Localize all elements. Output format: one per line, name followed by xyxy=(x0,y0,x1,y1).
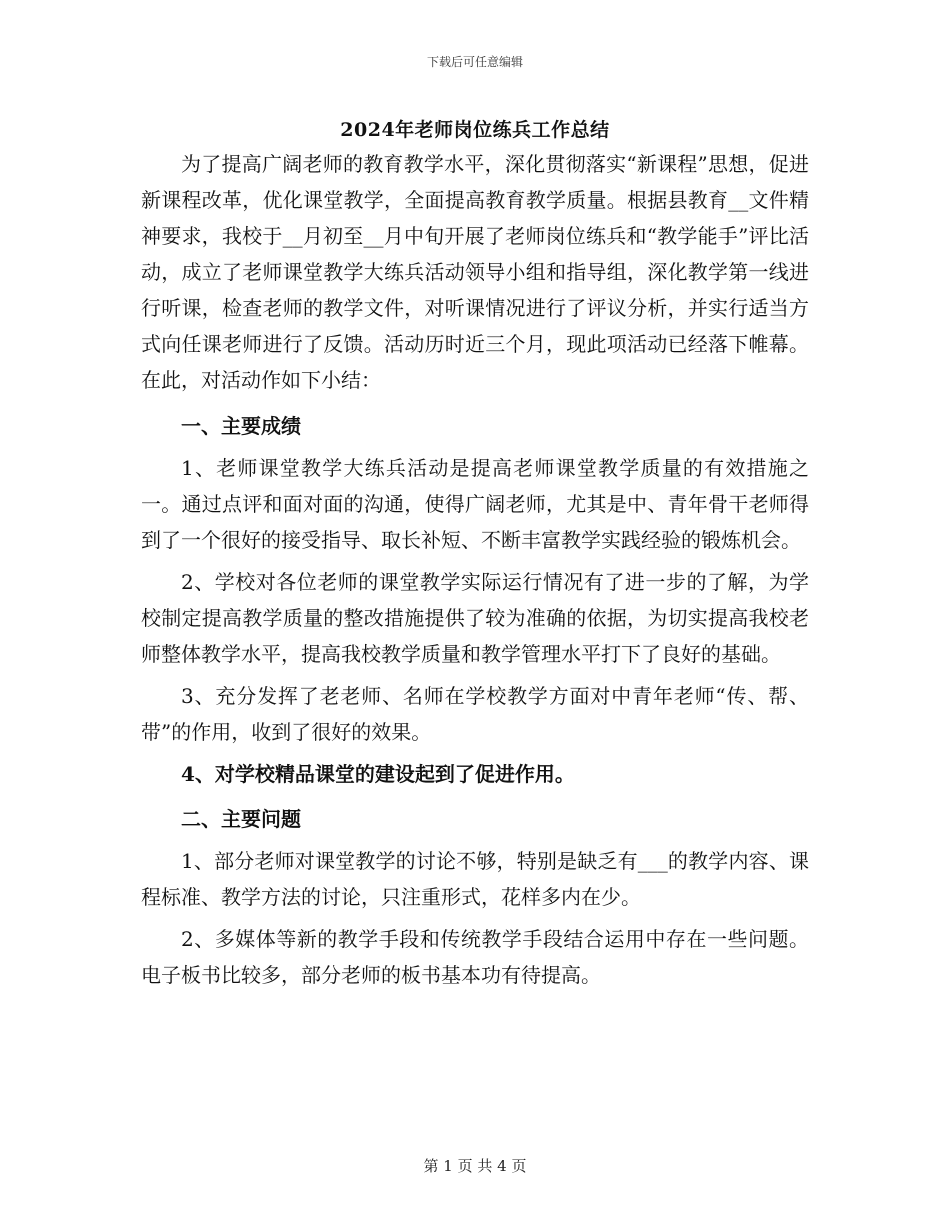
achievement-item-1: 1、老师课堂教学大练兵活动是提高老师课堂教学质量的有效措施之一。通过点评和面对面的沟通，使得广阔老师，尤其是中、青年骨干老师得到了一个很好的接受指导、取长补短、不断丰富教学实践经验的锻炼机会。 xyxy=(141,456,809,552)
achievement-item-3: 3、充分发挥了老老师、名师在学校教学方面对中青年老师“传、帮、带”的作用，收到了很好的效果。 xyxy=(141,684,809,744)
problem-item-1: 1、部分老师对课堂教学的讨论不够，特别是缺乏有___的教学内容、课程标准、教学方法的讨论，只注重形式，花样多内在少。 xyxy=(141,849,809,909)
achievement-item-2: 2、学校对各位老师的课堂教学实际运行情况有了进一步的了解，为学校制定提高教学质量的整改措施提供了较为准确的依据，为切实提高我校老师整体教学水平，提高我校教学质量和教学管理水平打下了良好的基础。 xyxy=(141,570,809,666)
document-title: 2024年老师岗位练兵工作总结 xyxy=(340,119,610,141)
achievement-item-4: 4、对学校精品课堂的建设起到了促进作用。 xyxy=(181,762,575,786)
intro-paragraph: 为了提高广阔老师的教育教学水平，深化贯彻落实“新课程”思想，促进新课程改革，优化课堂教学，全面提高教育教学质量。根据县教育__文件精神要求，我校于__月初至__月中旬开展了老师岗位练兵和“教学能手”评比活动，成立了老师课堂教学大练兵活动领导小组和指导组，深化教学第一线进行听课，检查老师的教学文件，对听课情况进行了评议分析，并实行适当方式向任课老师进行了反馈。活动历时近三个月，现此项活动已经落下帷幕。在此，对活动作如下小结： xyxy=(141,152,809,392)
section-heading-achievements: 一、主要成绩 xyxy=(181,414,301,438)
document-body xyxy=(141,146,809,993)
header-note: 下载后可任意编辑 xyxy=(426,55,523,69)
section-heading-problems: 二、主要问题 xyxy=(181,807,301,831)
page-footer: 第 1 页 共 4 页 xyxy=(423,1157,527,1175)
problem-item-2: 2、多媒体等新的教学手段和传统教学手段结合运用中存在一些问题。电子板书比较多，部分老师的板书基本功有待提高。 xyxy=(141,927,809,987)
